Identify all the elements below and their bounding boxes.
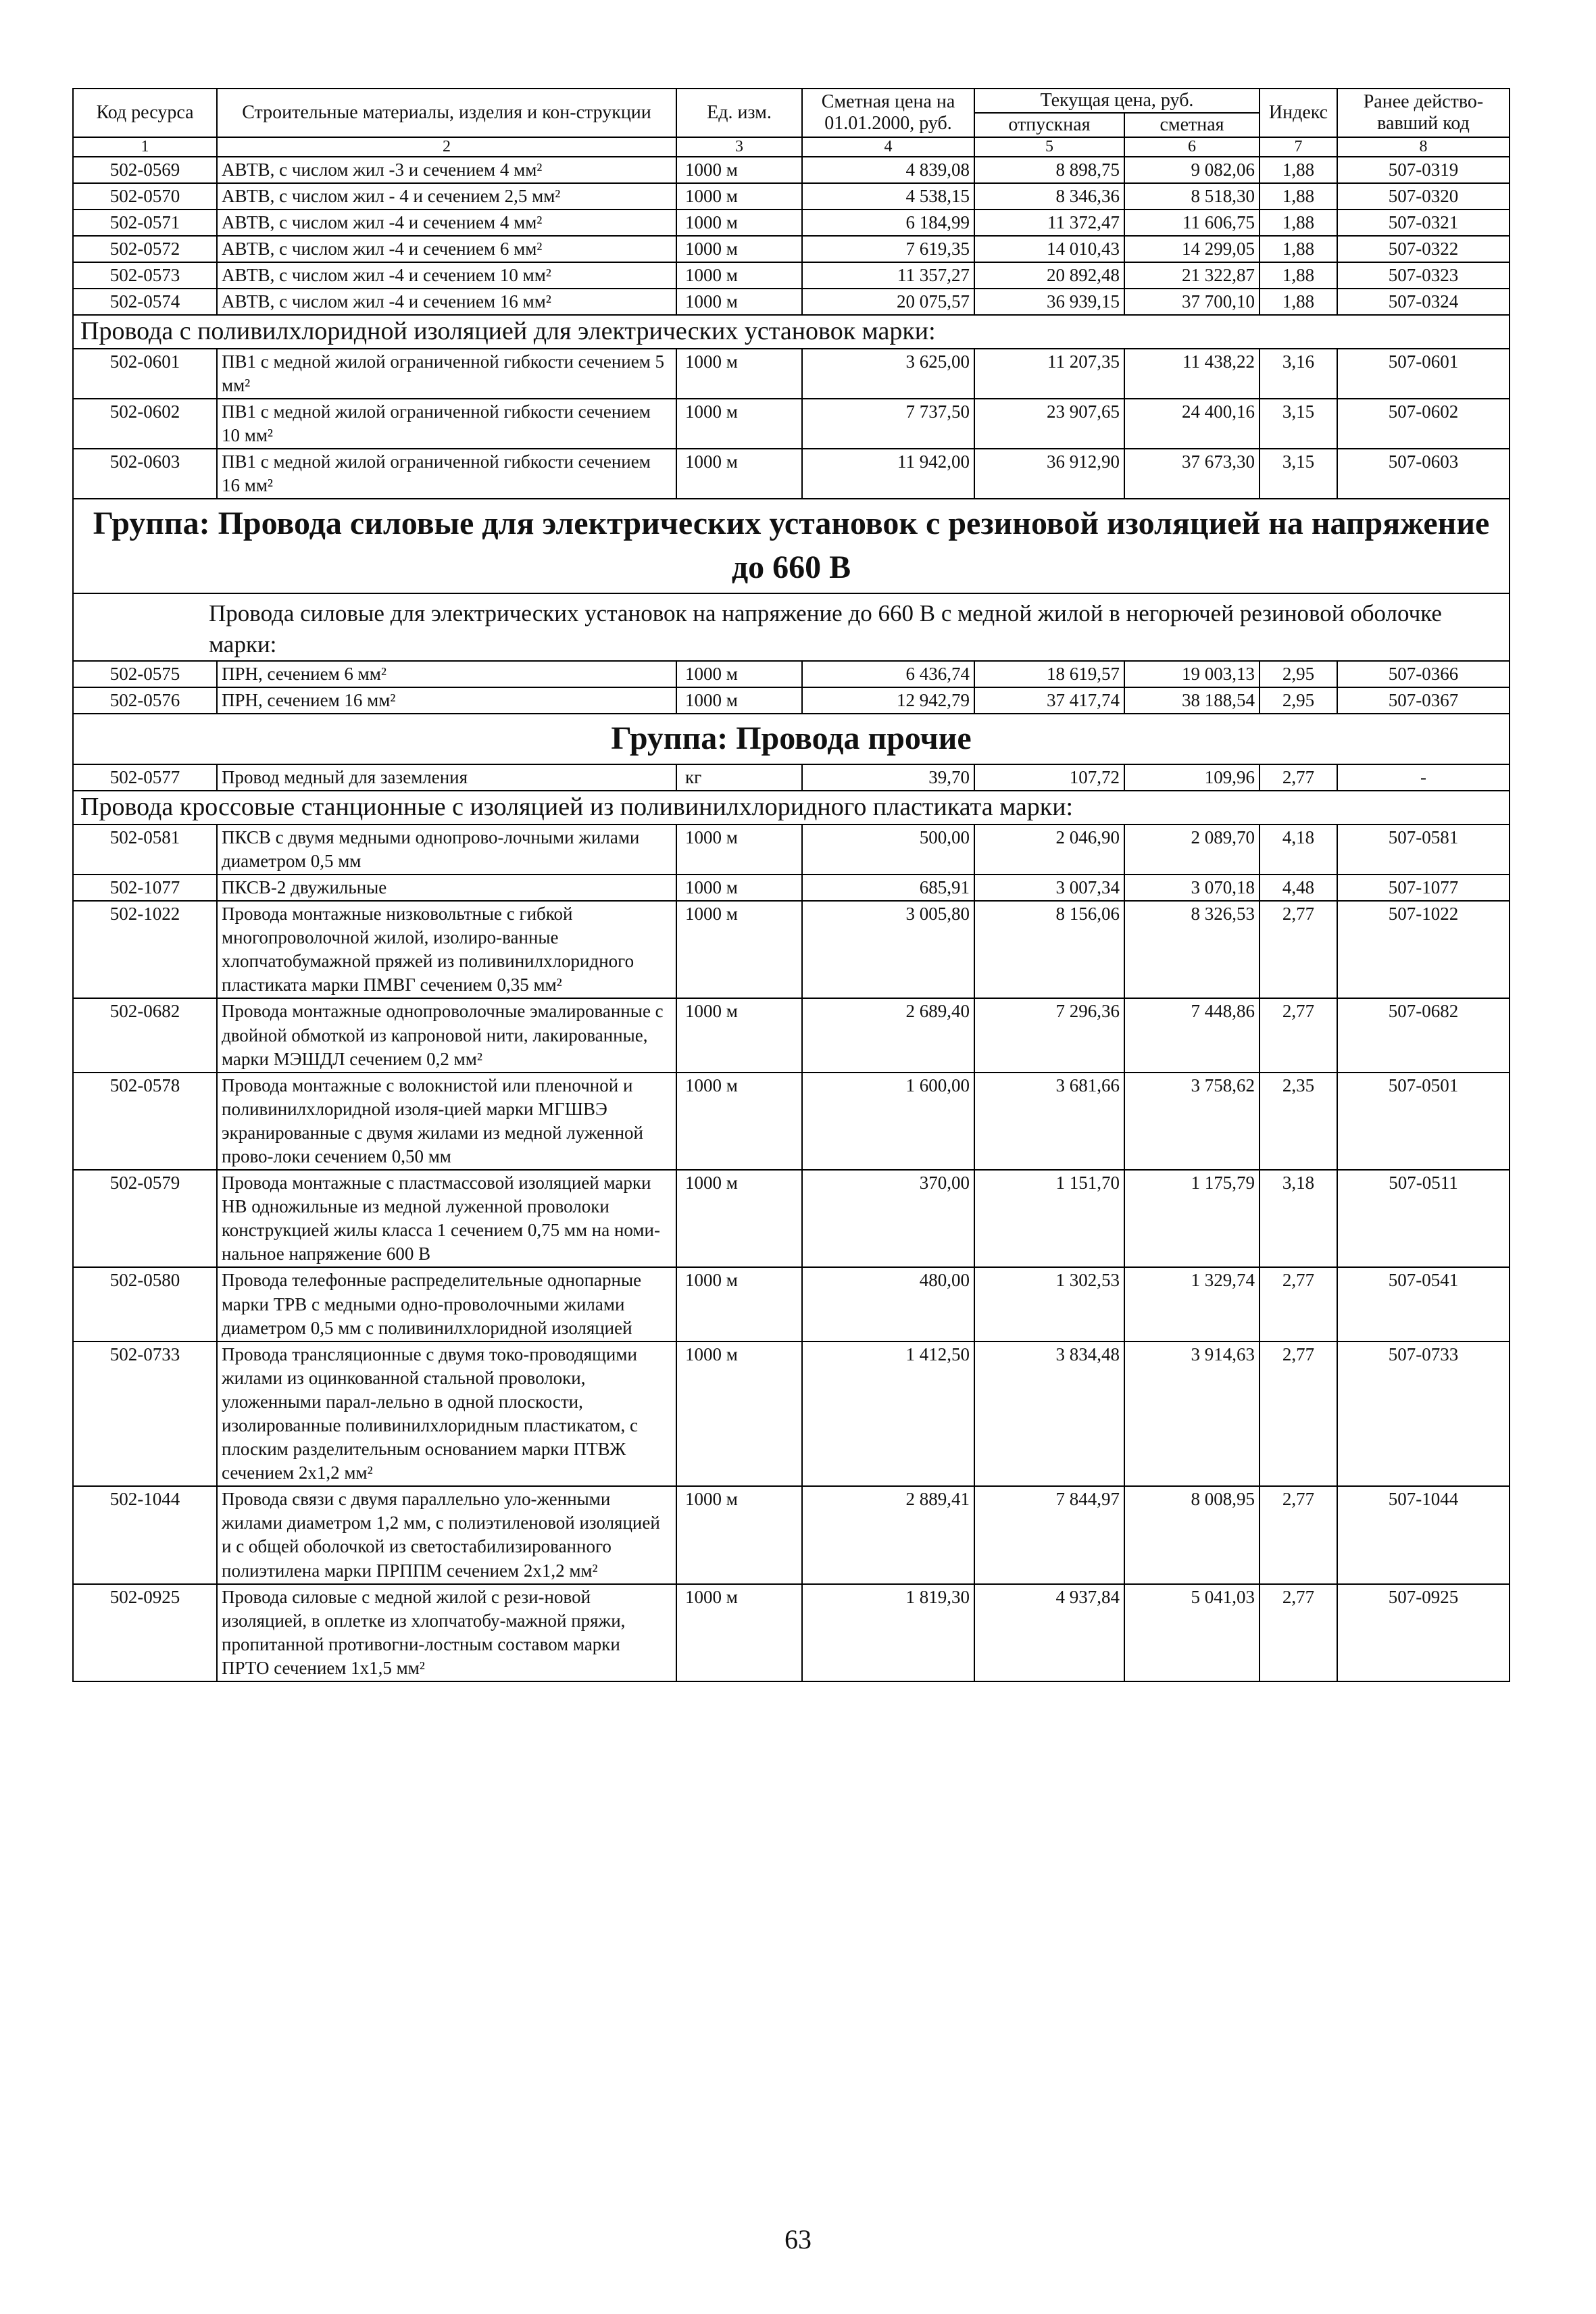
- group-intro-text: Провода силовые для электрических установок на напряжение до 660 В с медной жилой в негорючей резиновой оболочке марки:: [73, 593, 1510, 661]
- base-price-cell: 39,70: [802, 764, 974, 791]
- material-name-cell: Провода монтажные однопроволочные эмалированные с двойной обмоткой из капроновой нити, лакированные, марки МЭШДЛ сечением 0,2 мм²: [217, 998, 676, 1072]
- column-number: 3: [676, 137, 802, 156]
- estimate-price-cell: 14 299,05: [1124, 236, 1260, 262]
- material-name-cell: АВТВ, с числом жил - 4 и сечением 2,5 мм²: [217, 183, 676, 210]
- table-row: [73, 764, 1510, 791]
- base-price-cell: 500,00: [802, 824, 974, 875]
- material-name-cell: АВТВ, с числом жил -4 и сечением 16 мм²: [217, 289, 676, 315]
- release-price-cell: 1 302,53: [974, 1267, 1124, 1341]
- old-code-cell: 507-0323: [1337, 262, 1510, 289]
- release-price-cell: 8 346,36: [974, 183, 1124, 210]
- material-name-cell: АВТВ, с числом жил -4 и сечением 4 мм²: [217, 210, 676, 236]
- unit-cell: 1000 м: [676, 1267, 802, 1341]
- resource-code-cell: 502-0601: [73, 349, 217, 399]
- release-price-cell: 3 834,48: [974, 1341, 1124, 1487]
- header-materials: Строительные материалы, изделия и кон-струкции: [217, 89, 676, 137]
- old-code-cell: 507-0319: [1337, 157, 1510, 183]
- release-price-cell: 11 207,35: [974, 349, 1124, 399]
- base-price-cell: 11 942,00: [802, 449, 974, 499]
- resource-code-cell: 502-0573: [73, 262, 217, 289]
- release-price-cell: 11 372,47: [974, 210, 1124, 236]
- base-price-cell: 1 600,00: [802, 1073, 974, 1170]
- old-code-cell: 507-0367: [1337, 687, 1510, 714]
- subgroup-heading-row: [73, 791, 1510, 824]
- index-cell: 2,77: [1260, 764, 1337, 791]
- unit-cell: 1000 м: [676, 687, 802, 714]
- old-code-cell: 507-0581: [1337, 824, 1510, 875]
- group-intro-row: [73, 593, 1510, 661]
- header-release-price: отпускная: [974, 113, 1124, 137]
- old-code-cell: 507-0733: [1337, 1341, 1510, 1487]
- material-name-cell: ПРН, сечением 16 мм²: [217, 687, 676, 714]
- index-cell: 2,77: [1260, 1341, 1337, 1487]
- release-price-cell: 37 417,74: [974, 687, 1124, 714]
- material-name-cell: АВТВ, с числом жил -3 и сечением 4 мм²: [217, 157, 676, 183]
- unit-cell: 1000 м: [676, 183, 802, 210]
- estimate-price-cell: 109,96: [1124, 764, 1260, 791]
- old-code-cell: 507-0925: [1337, 1584, 1510, 1681]
- release-price-cell: 2 046,90: [974, 824, 1124, 875]
- estimate-price-cell: 3 758,62: [1124, 1073, 1260, 1170]
- resource-code-cell: 502-0574: [73, 289, 217, 315]
- estimate-price-cell: 11 606,75: [1124, 210, 1260, 236]
- subgroup-heading: Провода кроссовые станционные с изоляцией из поливинилхлоридного пластиката марки:: [73, 791, 1510, 824]
- table-row: [73, 289, 1510, 315]
- index-cell: 2,77: [1260, 1584, 1337, 1681]
- index-cell: 1,88: [1260, 183, 1337, 210]
- estimate-price-cell: 7 448,86: [1124, 998, 1260, 1072]
- material-name-cell: ПРН, сечением 6 мм²: [217, 661, 676, 687]
- table-row: [73, 1170, 1510, 1267]
- resource-code-cell: 502-0576: [73, 687, 217, 714]
- base-price-cell: 4 538,15: [802, 183, 974, 210]
- column-number: 8: [1337, 137, 1510, 156]
- base-price-cell: 370,00: [802, 1170, 974, 1267]
- index-cell: 4,18: [1260, 824, 1337, 875]
- column-number: 4: [802, 137, 974, 156]
- resource-code-cell: 502-0581: [73, 824, 217, 875]
- old-code-cell: 507-0320: [1337, 183, 1510, 210]
- release-price-cell: 20 892,48: [974, 262, 1124, 289]
- base-price-cell: 3 625,00: [802, 349, 974, 399]
- resource-code-cell: 502-0570: [73, 183, 217, 210]
- table-row: [73, 687, 1510, 714]
- group-heading: Группа: Провода силовые для электрических установок с резиновой изоляцией на напряжение до 660 В: [73, 499, 1510, 593]
- table-body: [73, 157, 1510, 1681]
- index-cell: 2,77: [1260, 998, 1337, 1072]
- estimate-price-cell: 8 518,30: [1124, 183, 1260, 210]
- table-row: [73, 399, 1510, 449]
- resource-price-table: [72, 88, 1510, 1682]
- base-price-cell: 11 357,27: [802, 262, 974, 289]
- index-cell: 2,95: [1260, 661, 1337, 687]
- unit-cell: 1000 м: [676, 998, 802, 1072]
- release-price-cell: 4 937,84: [974, 1584, 1124, 1681]
- header-estimate-price: сметная: [1124, 113, 1260, 137]
- release-price-cell: 1 151,70: [974, 1170, 1124, 1267]
- index-cell: 3,15: [1260, 449, 1337, 499]
- index-cell: 1,88: [1260, 157, 1337, 183]
- unit-cell: 1000 м: [676, 236, 802, 262]
- material-name-cell: Провода монтажные с пластмассовой изоляцией марки НВ одножильные из медной луженной проволоки конструкцией жилы класса 1 сечением 0,75 мм на номи-нальное напряжение 600 В: [217, 1170, 676, 1267]
- resource-code-cell: 502-0925: [73, 1584, 217, 1681]
- unit-cell: 1000 м: [676, 661, 802, 687]
- estimate-price-cell: 19 003,13: [1124, 661, 1260, 687]
- resource-code-cell: 502-0577: [73, 764, 217, 791]
- material-name-cell: Провода монтажные низковольтные с гибкой многопроволочной жилой, изолиро-ванные хлопчатобумажной пряжей из поливинилхлоридного пластиката марки ПМВГ сечением 0,35 мм²: [217, 901, 676, 998]
- index-cell: 3,15: [1260, 399, 1337, 449]
- table-row: [73, 1341, 1510, 1487]
- index-cell: 1,88: [1260, 262, 1337, 289]
- material-name-cell: Провода силовые с медной жилой с рези-новой изоляцией, в оплетке из хлопчатобу-мажной пряжи, пропитанной противогни-лостным составом марки ПРТО сечением 1х1,5 мм²: [217, 1584, 676, 1681]
- resource-code-cell: 502-0733: [73, 1341, 217, 1487]
- document-page: [72, 88, 1509, 1682]
- column-number: 7: [1260, 137, 1337, 156]
- base-price-cell: 7 737,50: [802, 399, 974, 449]
- base-price-cell: 6 436,74: [802, 661, 974, 687]
- table-row: [73, 824, 1510, 875]
- table-row: [73, 349, 1510, 399]
- unit-cell: 1000 м: [676, 449, 802, 499]
- unit-cell: 1000 м: [676, 1486, 802, 1583]
- unit-cell: 1000 м: [676, 157, 802, 183]
- index-cell: 1,88: [1260, 210, 1337, 236]
- resource-code-cell: 502-0571: [73, 210, 217, 236]
- release-price-cell: 14 010,43: [974, 236, 1124, 262]
- page-number: 63: [784, 2224, 812, 2255]
- unit-cell: 1000 м: [676, 1341, 802, 1487]
- base-price-cell: 20 075,57: [802, 289, 974, 315]
- estimate-price-cell: 37 700,10: [1124, 289, 1260, 315]
- unit-cell: 1000 м: [676, 1584, 802, 1681]
- old-code-cell: 507-0366: [1337, 661, 1510, 687]
- header-old-code: Ранее действо-вавший код: [1337, 89, 1510, 137]
- base-price-cell: 1 412,50: [802, 1341, 974, 1487]
- base-price-cell: 480,00: [802, 1267, 974, 1341]
- header-base-price: Сметная цена на 01.01.2000, руб.: [802, 89, 974, 137]
- unit-cell: 1000 м: [676, 399, 802, 449]
- material-name-cell: ПВ1 с медной жилой ограниченной гибкости сечением 16 мм²: [217, 449, 676, 499]
- old-code-cell: 507-0602: [1337, 399, 1510, 449]
- index-cell: 3,18: [1260, 1170, 1337, 1267]
- material-name-cell: АВТВ, с числом жил -4 и сечением 6 мм²: [217, 236, 676, 262]
- old-code-cell: 507-1077: [1337, 875, 1510, 901]
- subgroup-heading: Провода с поливилхлоридной изоляцией для электрических установок марки:: [73, 315, 1510, 349]
- resource-code-cell: 502-1044: [73, 1486, 217, 1583]
- old-code-cell: 507-1044: [1337, 1486, 1510, 1583]
- base-price-cell: 685,91: [802, 875, 974, 901]
- old-code-cell: 507-1022: [1337, 901, 1510, 998]
- base-price-cell: 3 005,80: [802, 901, 974, 998]
- unit-cell: 1000 м: [676, 262, 802, 289]
- estimate-price-cell: 37 673,30: [1124, 449, 1260, 499]
- base-price-cell: 2 889,41: [802, 1486, 974, 1583]
- old-code-cell: -: [1337, 764, 1510, 791]
- table-row: [73, 262, 1510, 289]
- estimate-price-cell: 1 329,74: [1124, 1267, 1260, 1341]
- estimate-price-cell: 9 082,06: [1124, 157, 1260, 183]
- resource-code-cell: 502-0578: [73, 1073, 217, 1170]
- table-row: [73, 1584, 1510, 1681]
- material-name-cell: ПКСВ с двумя медными однопрово-лочными жилами диаметром 0,5 мм: [217, 824, 676, 875]
- old-code-cell: 507-0321: [1337, 210, 1510, 236]
- estimate-price-cell: 1 175,79: [1124, 1170, 1260, 1267]
- release-price-cell: 18 619,57: [974, 661, 1124, 687]
- unit-cell: 1000 м: [676, 824, 802, 875]
- resource-code-cell: 502-0569: [73, 157, 217, 183]
- old-code-cell: 507-0501: [1337, 1073, 1510, 1170]
- base-price-cell: 2 689,40: [802, 998, 974, 1072]
- release-price-cell: 7 296,36: [974, 998, 1124, 1072]
- release-price-cell: 23 907,65: [974, 399, 1124, 449]
- column-number: 5: [974, 137, 1124, 156]
- release-price-cell: 107,72: [974, 764, 1124, 791]
- resource-code-cell: 502-1077: [73, 875, 217, 901]
- resource-code-cell: 502-0579: [73, 1170, 217, 1267]
- table-row: [73, 210, 1510, 236]
- base-price-cell: 7 619,35: [802, 236, 974, 262]
- resource-code-cell: 502-0603: [73, 449, 217, 499]
- material-name-cell: ПВ1 с медной жилой ограниченной гибкости сечением 5 мм²: [217, 349, 676, 399]
- table-row: [73, 183, 1510, 210]
- table-row: [73, 661, 1510, 687]
- release-price-cell: 8 156,06: [974, 901, 1124, 998]
- group-heading-row: [73, 714, 1510, 764]
- resource-code-cell: 502-0580: [73, 1267, 217, 1341]
- table-header: [73, 89, 1510, 157]
- table-row: [73, 449, 1510, 499]
- base-price-cell: 12 942,79: [802, 687, 974, 714]
- unit-cell: 1000 м: [676, 349, 802, 399]
- release-price-cell: 36 939,15: [974, 289, 1124, 315]
- index-cell: 3,16: [1260, 349, 1337, 399]
- estimate-price-cell: 8 008,95: [1124, 1486, 1260, 1583]
- column-number: 2: [217, 137, 676, 156]
- unit-cell: кг: [676, 764, 802, 791]
- release-price-cell: 3 007,34: [974, 875, 1124, 901]
- subgroup-heading-row: [73, 315, 1510, 349]
- group-heading: Группа: Провода прочие: [73, 714, 1510, 764]
- column-number-row: [73, 137, 1510, 156]
- table-row: [73, 1486, 1510, 1583]
- table-row: [73, 875, 1510, 901]
- index-cell: 2,77: [1260, 1267, 1337, 1341]
- release-price-cell: 7 844,97: [974, 1486, 1124, 1583]
- column-number: 1: [73, 137, 217, 156]
- resource-code-cell: 502-0572: [73, 236, 217, 262]
- index-cell: 2,77: [1260, 1486, 1337, 1583]
- group-heading-row: [73, 499, 1510, 593]
- old-code-cell: 507-0682: [1337, 998, 1510, 1072]
- estimate-price-cell: 3 070,18: [1124, 875, 1260, 901]
- estimate-price-cell: 11 438,22: [1124, 349, 1260, 399]
- estimate-price-cell: 24 400,16: [1124, 399, 1260, 449]
- table-row: [73, 236, 1510, 262]
- old-code-cell: 507-0603: [1337, 449, 1510, 499]
- estimate-price-cell: 2 089,70: [1124, 824, 1260, 875]
- table-row: [73, 1267, 1510, 1341]
- index-cell: 2,35: [1260, 1073, 1337, 1170]
- resource-code-cell: 502-1022: [73, 901, 217, 998]
- header-index: Индекс: [1260, 89, 1337, 137]
- material-name-cell: АВТВ, с числом жил -4 и сечением 10 мм²: [217, 262, 676, 289]
- material-name-cell: Провода трансляционные с двумя токо-проводящими жилами из оцинкованной стальной проволоки, уложенными парал-лельно в одной плоскости, изолированные поливинилхлоридным пластикатом, с плоским разделительным основанием марки ПТВЖ сечением 2х1,2 мм²: [217, 1341, 676, 1487]
- index-cell: 1,88: [1260, 236, 1337, 262]
- base-price-cell: 6 184,99: [802, 210, 974, 236]
- header-current-price: Текущая цена, руб.: [974, 89, 1260, 113]
- table-row: [73, 1073, 1510, 1170]
- base-price-cell: 4 839,08: [802, 157, 974, 183]
- index-cell: 4,48: [1260, 875, 1337, 901]
- index-cell: 2,95: [1260, 687, 1337, 714]
- material-name-cell: Провод медный для заземления: [217, 764, 676, 791]
- resource-code-cell: 502-0602: [73, 399, 217, 449]
- table-row: [73, 998, 1510, 1072]
- estimate-price-cell: 5 041,03: [1124, 1584, 1260, 1681]
- table-row: [73, 157, 1510, 183]
- estimate-price-cell: 21 322,87: [1124, 262, 1260, 289]
- estimate-price-cell: 8 326,53: [1124, 901, 1260, 998]
- old-code-cell: 507-0541: [1337, 1267, 1510, 1341]
- base-price-cell: 1 819,30: [802, 1584, 974, 1681]
- material-name-cell: Провода телефонные распределительные однопарные марки ТРВ с медными одно-проволочными жилами диаметром 0,5 мм с поливинилхлоридной изоляцией: [217, 1267, 676, 1341]
- material-name-cell: Провода связи с двумя параллельно уло-женными жилами диаметром 1,2 мм, с полиэтиленовой изоляцией и с общей оболочкой из светостабилизированного полиэтилена марки ПРППМ сечением 2х1,2 мм²: [217, 1486, 676, 1583]
- material-name-cell: ПКСВ-2 двужильные: [217, 875, 676, 901]
- old-code-cell: 507-0324: [1337, 289, 1510, 315]
- unit-cell: 1000 м: [676, 210, 802, 236]
- column-number: 6: [1124, 137, 1260, 156]
- unit-cell: 1000 м: [676, 289, 802, 315]
- index-cell: 2,77: [1260, 901, 1337, 998]
- old-code-cell: 507-0601: [1337, 349, 1510, 399]
- unit-cell: 1000 м: [676, 1170, 802, 1267]
- estimate-price-cell: 38 188,54: [1124, 687, 1260, 714]
- unit-cell: 1000 м: [676, 901, 802, 998]
- old-code-cell: 507-0511: [1337, 1170, 1510, 1267]
- unit-cell: 1000 м: [676, 1073, 802, 1170]
- unit-cell: 1000 м: [676, 875, 802, 901]
- material-name-cell: Провода монтажные с волокнистой или пленочной и поливинилхлоридной изоля-цией марки МГШВЭ экранированные с двумя жилами из медной луженной прово-локи сечением 0,50 мм: [217, 1073, 676, 1170]
- resource-code-cell: 502-0682: [73, 998, 217, 1072]
- header-resource-code: Код ресурса: [73, 89, 217, 137]
- release-price-cell: 8 898,75: [974, 157, 1124, 183]
- header-unit: Ед. изм.: [676, 89, 802, 137]
- index-cell: 1,88: [1260, 289, 1337, 315]
- release-price-cell: 36 912,90: [974, 449, 1124, 499]
- release-price-cell: 3 681,66: [974, 1073, 1124, 1170]
- old-code-cell: 507-0322: [1337, 236, 1510, 262]
- table-row: [73, 901, 1510, 998]
- estimate-price-cell: 3 914,63: [1124, 1341, 1260, 1487]
- resource-code-cell: 502-0575: [73, 661, 217, 687]
- material-name-cell: ПВ1 с медной жилой ограниченной гибкости сечением 10 мм²: [217, 399, 676, 449]
